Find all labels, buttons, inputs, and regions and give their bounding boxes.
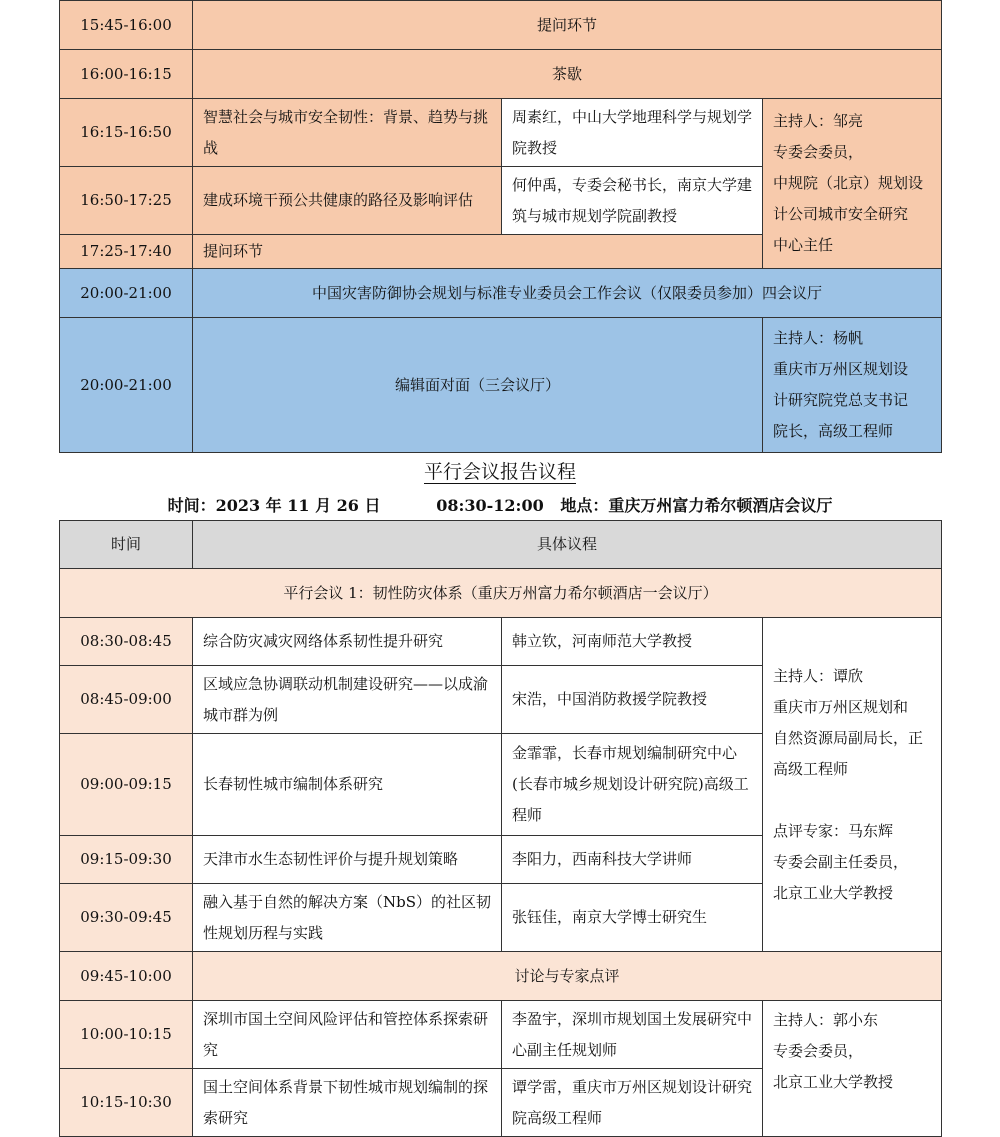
table-row — [60, 50, 942, 99]
host-line: 专委会委员， — [773, 143, 864, 161]
topic-cell: 深圳市国土空间风险评估和管控体系探索研究 — [193, 1001, 502, 1069]
topic-cell: 长春韧性城市编制体系研究 — [193, 734, 502, 836]
table-row — [60, 269, 942, 318]
table-row — [60, 318, 942, 453]
host-line: 计公司城市安全研究 — [773, 205, 909, 223]
topic-cell: 提问环节 — [193, 235, 763, 269]
speaker-cell: 宋浩，中国消防救援学院教授 — [502, 666, 763, 734]
time-cell: 20:00-21:00 — [60, 318, 193, 453]
host-cell — [763, 618, 942, 952]
column-header-time: 时间 — [60, 521, 193, 569]
time-cell: 09:15-09:30 — [60, 836, 193, 884]
speaker-cell: 谭学雷，重庆市万州区规划设计研究院高级工程师 — [502, 1069, 763, 1137]
host-line: 主持人：谭欣 — [773, 666, 864, 685]
time-cell: 09:00-09:15 — [60, 734, 193, 836]
time-cell: 17:25-17:40 — [60, 235, 193, 269]
table-row — [60, 99, 942, 167]
host-line: 北京工业大学教授 — [773, 883, 894, 902]
speaker-cell: 金霏霏，长春市规划编制研究中心(长春市城乡规划设计研究院)高级工程师 — [502, 734, 763, 836]
table-row — [60, 952, 942, 1001]
speaker-cell: 韩立钦，河南师范大学教授 — [502, 618, 763, 666]
host-line: 专委会副主任委员， — [773, 852, 909, 871]
topic-cell: 天津市水生态韧性评价与提升规划策略 — [193, 836, 502, 884]
time-cell: 16:50-17:25 — [60, 167, 193, 235]
table-row — [60, 1, 942, 50]
time-cell: 09:30-09:45 — [60, 884, 193, 952]
time-cell: 09:45-10:00 — [60, 952, 193, 1001]
host-line: 专委会委员， — [773, 1042, 864, 1060]
agenda-cell: 讨论与专家点评 — [193, 952, 942, 1001]
host-line: 院长，高级工程师 — [773, 422, 894, 440]
time-cell: 16:15-16:50 — [60, 99, 193, 167]
host-line: 点评专家：马东辉 — [773, 821, 894, 840]
host-line: 北京工业大学教授 — [773, 1073, 894, 1091]
afternoon-agenda-table — [59, 0, 942, 453]
topic-cell: 建成环境干预公共健康的路径及影响评估 — [193, 167, 502, 235]
time-cell: 15:45-16:00 — [60, 1, 193, 50]
time-cell: 08:45-09:00 — [60, 666, 193, 734]
time-cell: 08:30-08:45 — [60, 618, 193, 666]
host-line: 中心主任 — [773, 236, 834, 254]
topic-cell: 融入基于自然的解决方案（NbS）的社区韧性规划历程与实践 — [193, 884, 502, 952]
host-line: 主持人：杨帆 — [773, 329, 864, 347]
host-line: 高级工程师 — [773, 759, 849, 778]
time-cell: 10:00-10:15 — [60, 1001, 193, 1069]
host-line: 重庆市万州区规划和 — [773, 697, 909, 716]
speaker-cell: 周素红，中山大学地理科学与规划学院教授 — [502, 99, 763, 167]
topic-cell: 智慧社会与城市安全韧性：背景、趋势与挑战 — [193, 99, 502, 167]
session-title: 平行会议 1：韧性防灾体系（重庆万州富力希尔顿酒店一会议厅） — [60, 569, 942, 618]
parallel-agenda-table — [59, 520, 942, 1137]
topic-cell: 区域应急协调联动机制建设研究——以成渝城市群为例 — [193, 666, 502, 734]
agenda-cell: 中国灾害防御协会规划与标准专业委员会工作会议（仅限委员参加）四会议厅 — [193, 269, 942, 318]
speaker-cell: 李盈宇，深圳市规划国土发展研究中心副主任规划师 — [502, 1001, 763, 1069]
time-cell: 16:00-16:15 — [60, 50, 193, 99]
speaker-cell: 何仲禹，专委会秘书长，南京大学建筑与城市规划学院副教授 — [502, 167, 763, 235]
time-cell: 10:15-10:30 — [60, 1069, 193, 1137]
agenda-cell: 提问环节 — [193, 1, 942, 50]
column-header-agenda: 具体议程 — [193, 521, 942, 569]
topic-cell: 国土空间体系背景下韧性城市规划编制的探索研究 — [193, 1069, 502, 1137]
host-line: 计研究院党总支书记 — [773, 391, 909, 409]
host-line: 中规院（北京）规划设 — [773, 174, 924, 192]
agenda-cell: 编辑面对面（三会议厅） — [193, 318, 763, 453]
speaker-cell: 张钰佳，南京大学博士研究生 — [502, 884, 763, 952]
schedule-subtitle: 时间：2023 年 11 月 26 日 08:30-12:00 地点：重庆万州富力希尔顿酒店会议厅 — [167, 496, 833, 515]
table-row — [60, 569, 942, 618]
table-row — [60, 618, 942, 666]
host-line: 重庆市万州区规划设 — [773, 360, 909, 378]
topic-cell: 综合防灾减灾网络体系韧性提升研究 — [193, 618, 502, 666]
host-cell — [763, 99, 942, 269]
host-line: 自然资源局副局长，正 — [773, 728, 924, 747]
host-line — [773, 785, 931, 816]
table-header-row — [60, 521, 942, 569]
table-row — [60, 1001, 942, 1069]
host-cell — [763, 318, 942, 453]
host-cell — [763, 1001, 942, 1137]
host-line: 主持人：郭小东 — [773, 1011, 879, 1029]
agenda-cell: 茶歇 — [193, 50, 942, 99]
host-line: 主持人：邹亮 — [773, 112, 864, 130]
time-cell: 20:00-21:00 — [60, 269, 193, 318]
page-title: 平行会议报告议程 — [423, 461, 576, 483]
speaker-cell: 李阳力，西南科技大学讲师 — [502, 836, 763, 884]
